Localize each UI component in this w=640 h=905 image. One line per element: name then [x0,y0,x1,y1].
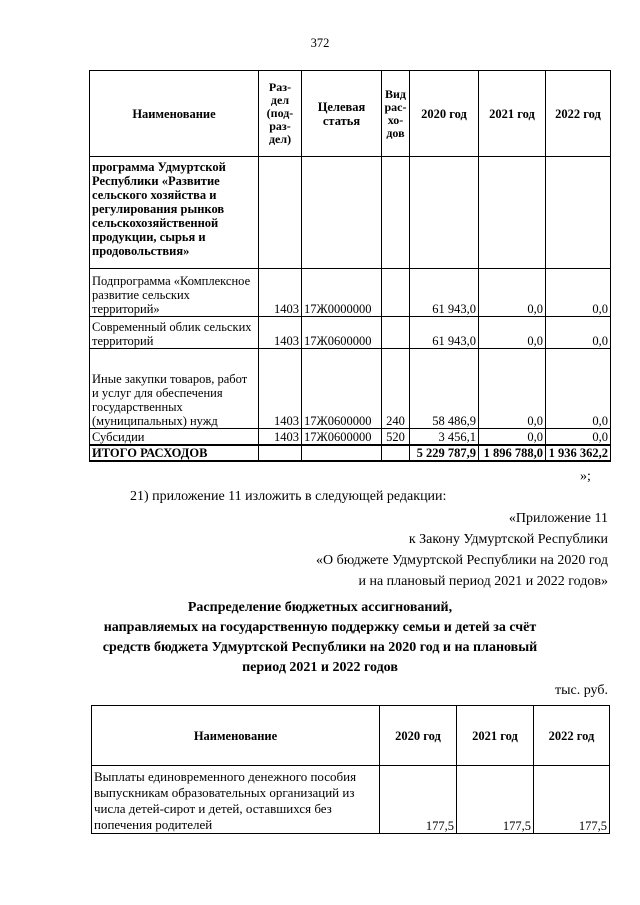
row-2020: 3 456,1 [410,429,479,445]
header-2020: 2020 год [380,706,457,766]
row-target: 17Ж0600000 [302,429,382,445]
row-name: Выплаты единовременного денежного пособия выпускникам образовательных организаций из числа детей-сирот и детей, оставшихся без попечения родителей [92,766,380,834]
title-line: средств бюджета Удмуртской Республики на 2020 год и на плановый [102,640,538,655]
table-row [90,349,611,429]
header-kind: Вид рас- хо- дов [382,71,410,157]
row-2022: 177,5 [534,766,610,834]
row-2021: 0,0 [479,317,546,349]
row-kind [382,269,410,317]
table-row [90,157,611,269]
units-label: тыс. руб. [555,683,608,698]
row-2022: 0,0 [546,269,611,317]
budget-table-1 [89,70,611,462]
table-row [90,429,611,445]
budget-table-2 [91,705,610,834]
header-2022: 2022 год [534,706,610,766]
total-2021: 1 896 788,0 [479,445,546,461]
row-name: Иные закупки товаров, работ и услуг для обеспечения государственных (муниципальных) нужд [90,349,259,429]
row-target: 17Ж0600000 [302,317,382,349]
table-row [92,766,610,834]
title-line: направляемых на государственную поддержку семьи и детей за счёт [103,620,537,635]
header-2022: 2022 год [546,71,611,157]
row-2022: 0,0 [546,349,611,429]
row-kind: 520 [382,429,410,445]
row-section: 1403 [259,349,302,429]
total-label: ИТОГО РАСХОДОВ [90,445,259,461]
header-2021: 2021 год [479,71,546,157]
total-2022: 1 936 362,2 [546,445,611,461]
header-section: Раз- дел (под- раз- дел) [259,71,302,157]
total-row [90,445,611,461]
header-2021: 2021 год [457,706,534,766]
header-target: Целевая статья [302,71,382,157]
row-2021: 177,5 [457,766,534,834]
row-name: Современный облик сельских территорий [90,317,259,349]
header-name: Наименование [92,706,380,766]
title-line: период 2021 и 2022 годов [242,660,398,675]
row-section: 1403 [259,429,302,445]
row-kind: 240 [382,349,410,429]
appendix-line: и на плановый период 2021 и 2022 годов» [358,574,608,589]
row-name: Подпрограмма «Комплексное развитие сельских территорий» [90,269,259,317]
row-section: 1403 [259,269,302,317]
row-2022: 0,0 [546,317,611,349]
page-number: 372 [310,36,330,50]
row-section: 1403 [259,317,302,349]
row-2020: 58 486,9 [410,349,479,429]
appendix-line: «О бюджете Удмуртской Республики на 2020 год [315,553,608,568]
document-title [40,598,600,678]
row-kind [382,317,410,349]
row-name: программа Удмуртской Республики «Развитие сельского хозяйства и регулирования рынков сельскохозяйственной продукции, сырья и продовольствия» [90,157,259,269]
title-line: Распределение бюджетных ассигнований, [187,600,453,615]
row-2021: 0,0 [479,349,546,429]
table-row [90,317,611,349]
header-name: Наименование [90,71,259,157]
row-target: 17Ж0600000 [302,349,382,429]
row-2021: 0,0 [479,429,546,445]
appendix-line: к Закону Удмуртской Республики [408,532,608,547]
total-2020: 5 229 787,9 [410,445,479,461]
appendix-header [88,508,608,592]
row-2020: 61 943,0 [410,269,479,317]
table-closing-quote: »; [580,469,591,484]
header-2020: 2020 год [410,71,479,157]
row-2021: 0,0 [479,269,546,317]
row-2020: 177,5 [380,766,457,834]
row-name: Субсидии [90,429,259,445]
table-row [90,269,611,317]
appendix-line: «Приложение 11 [508,511,608,526]
row-2020: 61 943,0 [410,317,479,349]
row-target: 17Ж0000000 [302,269,382,317]
row-2022: 0,0 [546,429,611,445]
amendment-text: 21) приложение 11 изложить в следующей редакции: [130,489,447,504]
